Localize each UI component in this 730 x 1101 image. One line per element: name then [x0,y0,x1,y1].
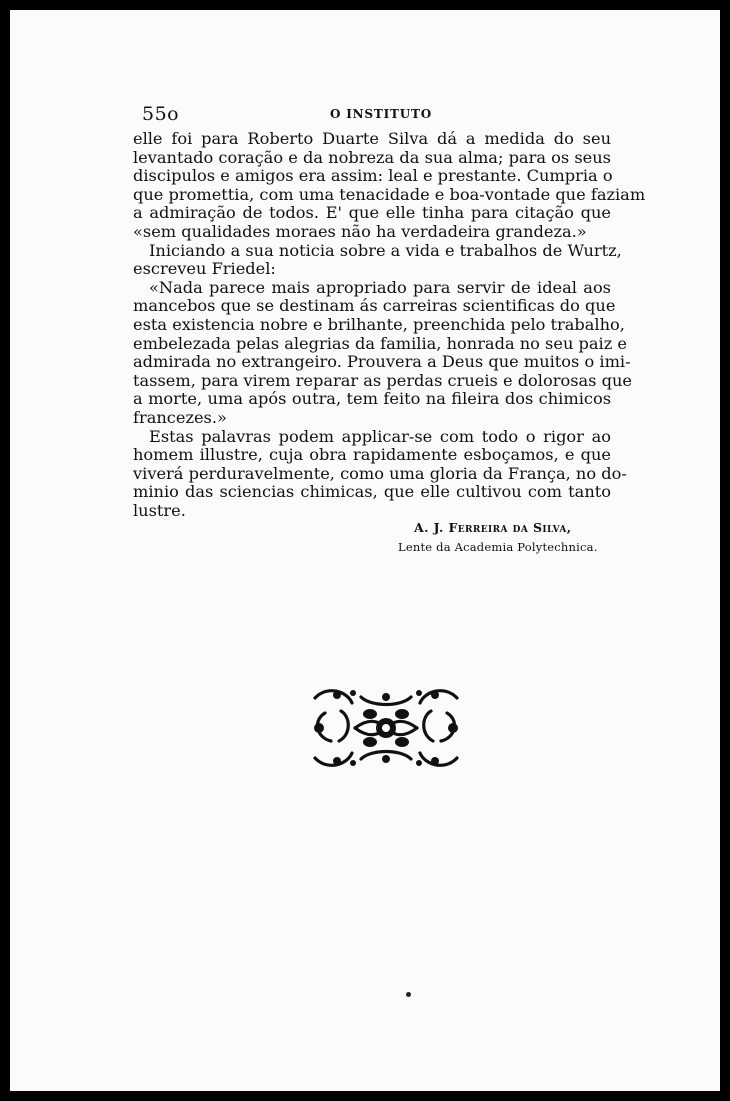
text-line: Estas palavras podem applicar-se com todo o rigor ao [149,426,611,446]
body-text [133,129,646,520]
text-line: viverá perduravelmente, como uma gloria da França, no do- [133,463,627,483]
text-line: lustre. [133,500,186,520]
text-line: que promettia, com uma tenacidade e boa-vontade que faziam [133,184,646,204]
floral-ornament-icon [307,683,465,773]
text-line: embelezada pelas alegrias da familia, honrada no seu paiz e [133,333,627,353]
text-line: discipulos e amigos era assim: leal e prestante. Cumpria o [133,166,613,186]
text-line: «Nada parece mais apropriado para servir de ideal aos [149,277,611,297]
text-line: a admiração de todos. E' que elle tinha para citação que [133,203,611,223]
page-number: 55o [142,103,180,125]
text-line: admirada no extrangeiro. Prouvera a Deus que muitos o imi- [133,352,631,372]
running-title: O INSTITUTO [330,107,432,121]
text-line: homem illustre, cuja obra rapidamente esboçamos, e que [133,445,611,465]
text-line: esta existencia nobre e brilhante, preenchida pelo trabalho, [133,314,625,334]
author-signature: A. J. Ferreira da Silva, [414,520,572,535]
text-line: levantado coração e da nobreza da sua alma; para os seus [133,147,611,167]
text-line: escreveu Friedel: [133,259,276,279]
text-line: minio das sciencias chimicas, que elle cultivou com tanto [133,482,611,502]
text-line: elle foi para Roberto Duarte Silva dá a medida do seu [133,129,611,148]
page-header [142,103,620,125]
text-line: «sem qualidades moraes não ha verdadeira grandeza.» [133,221,587,241]
text-line: tassem, para virem reparar as perdas crueis e dolorosas que [133,370,632,390]
text-line: mancebos que se destinam ás carreiras scientificas do que [133,296,616,316]
text-line: Iniciando a sua noticia sobre a vida e trabalhos de Wurtz, [149,240,622,260]
page-dot-mark [406,992,411,997]
text-line: francezes.» [133,407,227,427]
text-line: a morte, uma após outra, tem feito na fileira dos chimicos [133,389,611,409]
author-title: Lente da Academia Polytechnica. [398,540,598,554]
